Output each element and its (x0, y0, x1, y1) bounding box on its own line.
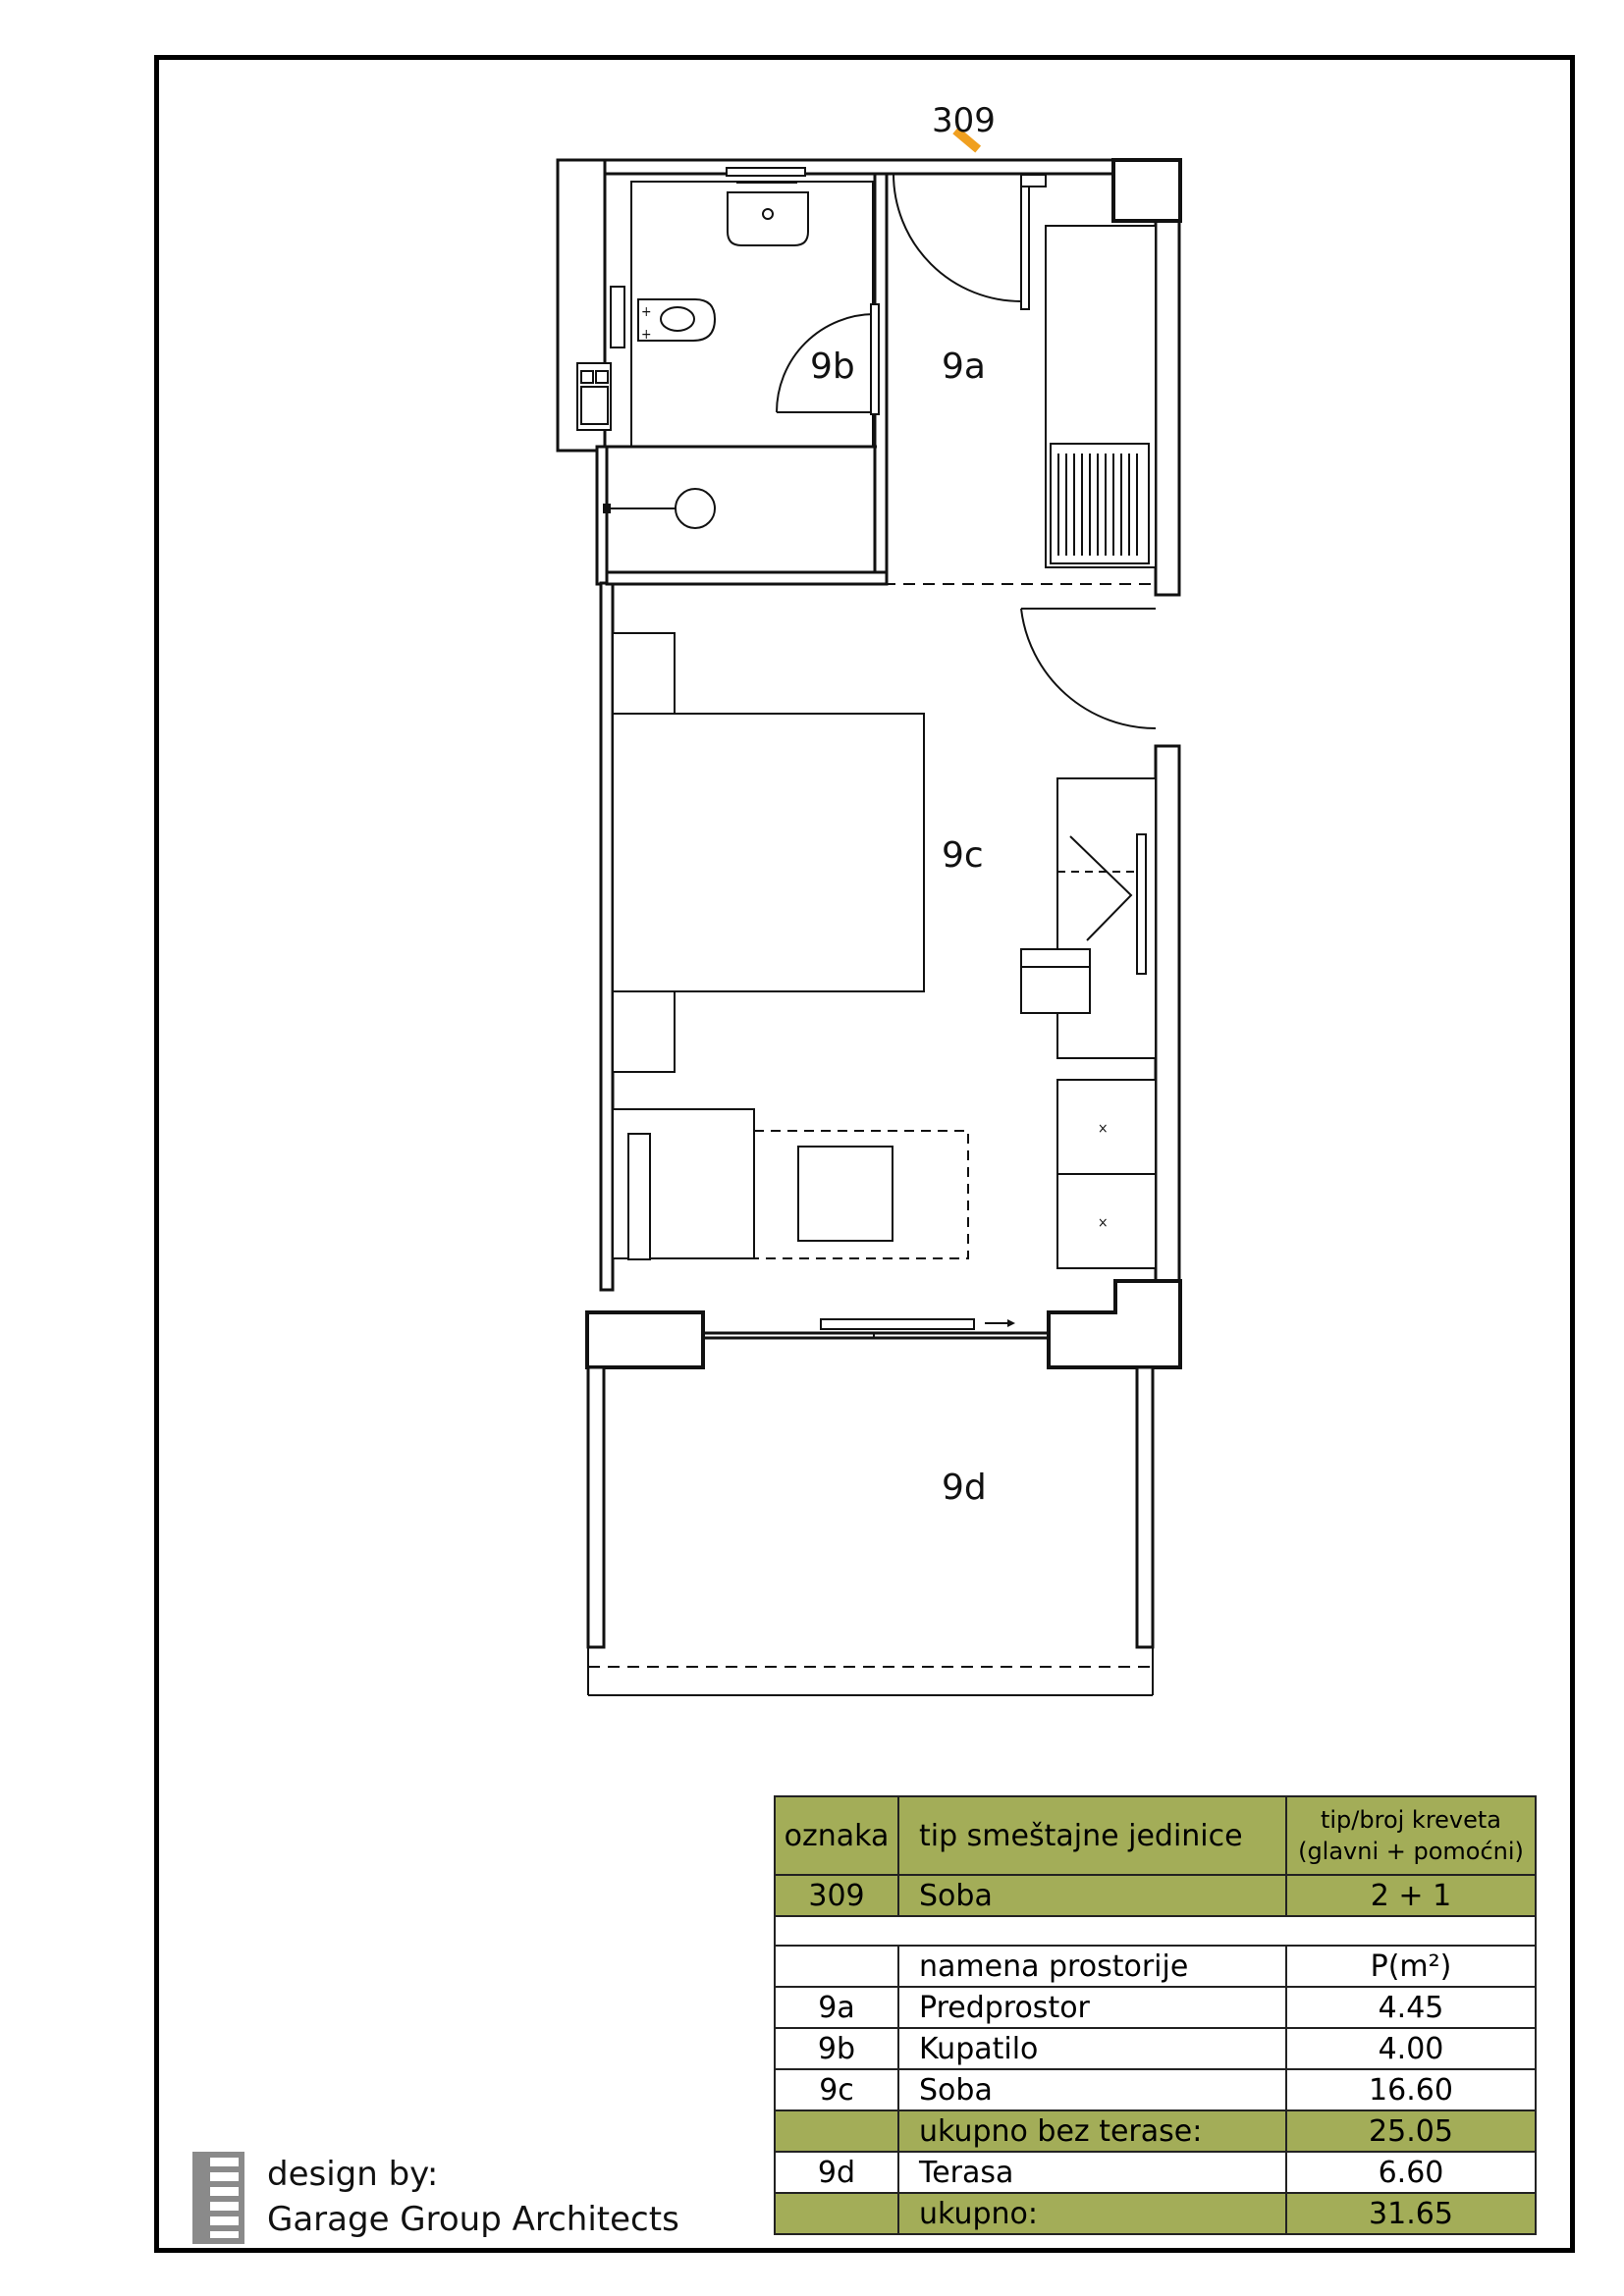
nightstand-bottom (613, 991, 675, 1072)
door-entry-swing (893, 174, 1021, 301)
svg-text:+: + (641, 304, 652, 320)
door-room-swing (1021, 609, 1156, 728)
tv (1137, 834, 1146, 974)
pillar-bottom-left (587, 1312, 703, 1367)
table-spacer-row (775, 1916, 1536, 1946)
sink-counter (727, 168, 805, 176)
rooms-header-area: P(m²) (1286, 1946, 1536, 1987)
pillar-bottom-right (1049, 1281, 1180, 1367)
room-schedule-table (774, 1795, 1537, 2235)
nightstand-top (613, 633, 675, 714)
svg-text:×: × (1098, 1215, 1109, 1231)
table-unit-row (775, 1875, 1536, 1916)
shower-head (676, 489, 715, 528)
terrace-rail-left (588, 1367, 604, 1647)
room-label-9a: 9a (942, 347, 986, 387)
wall-left-room (601, 583, 613, 1290)
room-label-9d: 9d (942, 1468, 987, 1508)
room-label-9c: 9c (942, 835, 984, 876)
header-beds: tip/broj kreveta (glavni + pomoćni) (1286, 1796, 1536, 1875)
table-header-row (775, 1796, 1536, 1875)
table-rooms-header (775, 1946, 1536, 1987)
desk-chair (1021, 949, 1090, 1013)
table-subtotal-row (775, 2110, 1536, 2152)
table-row: 9a Predprostor 4.45 (775, 1987, 1536, 2028)
coffee-table (798, 1147, 893, 1241)
header-unit-type: tip smeštajne jedinice (898, 1796, 1286, 1875)
pillar-top-right (1113, 160, 1180, 221)
wall-left-shower (597, 447, 607, 584)
total-area: 31.65 (1286, 2193, 1536, 2234)
table-total-row (775, 2193, 1536, 2234)
svg-text:×: × (1098, 1121, 1109, 1137)
rooms-header-purpose: namena prostorije (898, 1946, 1286, 1987)
wall-bath-bottom (607, 572, 887, 584)
svg-text:+: + (641, 327, 652, 343)
door-entry-leaf (1021, 174, 1029, 309)
total-label: ukupno: (898, 2193, 1286, 2234)
unit-type: Soba (898, 1875, 1286, 1916)
credits-line-2: Garage Group Architects (267, 2200, 679, 2239)
architect-logo-icon (192, 2152, 244, 2244)
wall-right-lower (1156, 746, 1179, 1291)
unit-number-label: 309 (932, 101, 996, 140)
header-code: oznaka (775, 1796, 898, 1875)
unit-beds: 2 + 1 (1286, 1875, 1536, 1916)
wall-top (558, 160, 1113, 174)
sliding-door (821, 1319, 974, 1329)
table-row: 9b Kupatilo 4.00 (775, 2028, 1536, 2069)
bed (613, 714, 924, 991)
table-terrace-row: 9d Terasa 6.60 (775, 2152, 1536, 2193)
subtotal-label: ukupno bez terase: (898, 2110, 1286, 2152)
credits-line-1: design by: (267, 2155, 439, 2194)
subtotal-area: 25.05 (1286, 2110, 1536, 2152)
terrace-rail-right (1137, 1367, 1153, 1647)
wall-right-upper (1156, 204, 1179, 595)
room-label-9b: 9b (810, 347, 855, 387)
toilet-tank (611, 287, 624, 347)
table-row: 9c Soba 16.60 (775, 2069, 1536, 2110)
unit-code: 309 (775, 1875, 898, 1916)
